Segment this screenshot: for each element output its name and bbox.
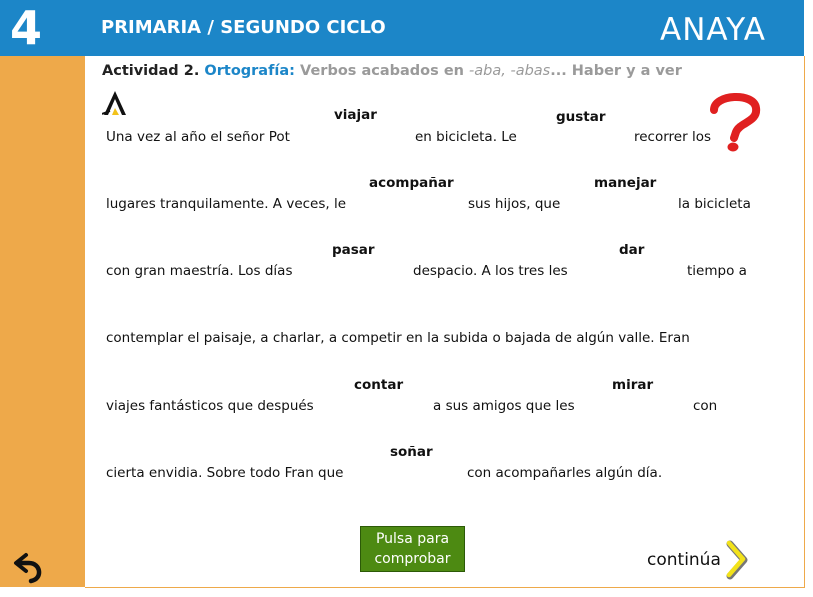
back-arrow-icon[interactable] [13,549,47,585]
hint-verb: gustar [556,109,606,125]
text-segment: cierta envidia. Sobre todo Fran que [106,465,344,481]
check-button[interactable] [360,526,465,572]
activity-title [102,63,682,79]
blank-input[interactable] [581,262,685,282]
continue-button[interactable] [647,540,749,580]
text-segment: a sus amigos que les [433,398,575,414]
brand-a-icon [102,91,132,115]
text-segment: recorrer los [634,129,711,145]
blank-input[interactable] [307,128,411,148]
text-segment: sus hijos, que [468,196,561,212]
header-bar [0,0,804,56]
text-segment: con [693,398,718,414]
text-segment: lugares tranquilamente. A veces, le [106,196,347,212]
text-segment: con acompañarles algún día. [467,465,663,481]
activity-label: Actividad 2. [102,63,200,79]
blank-input[interactable] [357,195,466,215]
hint-verb: pasar [332,242,375,258]
continue-label: continúa [647,550,721,570]
text-segment: en bicicleta. Le [415,129,517,145]
text-segment: viajes fantásticos que después [106,398,314,414]
text-segment: tiempo a [687,263,747,279]
anaya-logo [660,12,785,44]
activity-topic: Ortografía: [204,63,295,79]
hint-verb: dar [619,242,645,258]
text-segment: despacio. A los tres les [413,263,568,279]
activity-panel [85,56,805,588]
hint-verb: contar [354,377,404,393]
blank-input[interactable] [571,195,675,215]
hint-verb: manejar [594,175,657,191]
hint-verb: mirar [612,377,654,393]
check-button-label: Pulsa para comprobar [374,531,451,567]
activity-title-pre: Verbos acabados en [300,63,470,79]
grade-number: 4 [10,1,43,55]
hint-verb: soñar [390,444,433,460]
question-mark-icon[interactable] [704,88,764,154]
blank-input[interactable] [360,464,464,484]
text-segment: Una vez al año el señor Pot [106,129,290,145]
text-segment: contemplar el paisaje, a charlar, a competir en la subida o bajada de algún valle. Eran [106,330,690,346]
activity-title-em: -aba, -abas [469,63,551,79]
activity-title-post: ... Haber y a ver [550,63,682,79]
text-segment: la bicicleta [678,196,751,212]
left-sidebar [0,56,85,587]
hint-verb: acompañar [369,175,454,191]
hint-verb: viajar [334,107,377,123]
chevron-right-icon [725,540,749,580]
text-segment: con gran maestría. Los días [106,263,293,279]
blank-input[interactable] [587,397,691,417]
section-title: PRIMARIA / SEGUNDO CICLO [101,17,386,38]
logo-text: ANAYA [660,12,766,44]
blank-input[interactable] [530,128,634,148]
blank-input[interactable] [327,397,431,417]
blank-input[interactable] [305,262,409,282]
